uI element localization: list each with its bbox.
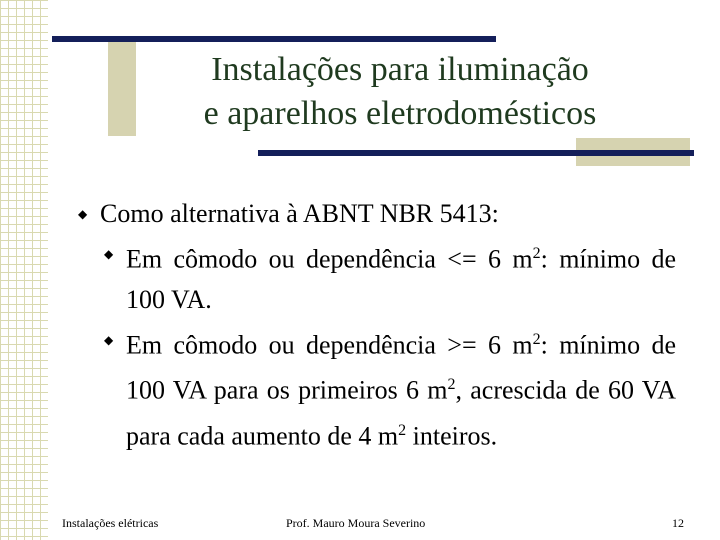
diamond-bullet-icon: ◆: [78, 207, 88, 221]
footer-center: Prof. Mauro Moura Severino: [286, 516, 426, 530]
sub-bullet-2-sup-3: 2: [398, 421, 407, 439]
sub-bullet-1-text: [126, 234, 676, 320]
sub-bullet-2-text: [126, 320, 676, 457]
sub-bullet-2-part-a: Em cômodo ou dependência >= 6 m: [126, 330, 533, 360]
sub-bullet-2-part-d: inteiros.: [406, 421, 498, 451]
sub-bullet-2-part-b: : mínimo de 100 VA para os primeiros 6 m: [126, 330, 676, 405]
diamond-bullet-icon: ◆: [104, 332, 114, 347]
decorative-grid-strip: [0, 0, 50, 540]
sub-bullet-2: [104, 320, 678, 457]
bullet-main: [78, 194, 678, 234]
page-number: 12: [672, 516, 684, 530]
sub-bullet-1-sup: 2: [532, 245, 541, 262]
title-line-1: Instalações para iluminação: [211, 51, 589, 88]
slide-title: [120, 48, 680, 136]
sub-bullet-2-sup-1: 2: [532, 330, 541, 348]
sub-bullet-1-part-a: Em cômodo ou dependência <= 6 m: [126, 244, 533, 274]
sub-bullet-1-part-b: : mínimo de 100 VA.: [126, 244, 676, 314]
sub-bullet-1: [104, 234, 678, 320]
slide-content: [78, 194, 678, 457]
title-bar-bottom: [258, 150, 694, 156]
title-line-2: e aparelhos eletrodomésticos: [203, 95, 597, 132]
footer-left: Instalações elétricas: [62, 516, 159, 530]
bullet-main-text: Como alternativa à ABNT NBR 5413:: [100, 199, 499, 228]
title-bar-top: [52, 36, 496, 42]
sub-bullet-2-part-c: , acrescida de 60 VA para cada aumento de 4 m: [126, 375, 676, 451]
diamond-bullet-icon: ◆: [104, 247, 114, 261]
sub-bullet-2-sup-2: 2: [447, 376, 456, 394]
